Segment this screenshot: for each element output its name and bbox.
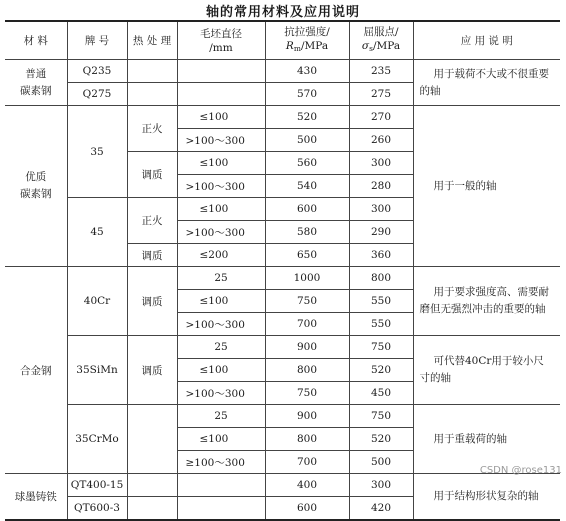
cell-diameter: ≤100 (177, 290, 265, 313)
cell-diameter: ≤100 (177, 106, 265, 129)
header-yield-unit: /MPa (372, 40, 401, 52)
cell-yield: 450 (349, 382, 413, 405)
cell-heat (127, 474, 177, 497)
cell-yield: 270 (349, 106, 413, 129)
cell-grade: 35SiMn (67, 336, 127, 405)
cell-tensile: 600 (265, 497, 349, 521)
header-tensile-symbol: R (285, 40, 294, 52)
header-blank-line1: 毛坯直径 (200, 27, 242, 40)
cell-grade: 35CrMo (67, 405, 127, 474)
header-yield-point (349, 21, 413, 60)
cell-yield: 300 (349, 198, 413, 221)
cell-diameter: >100～300 (177, 382, 265, 405)
cell-yield: 235 (349, 60, 413, 83)
cell-diameter: ≤100 (177, 198, 265, 221)
cell-usage: 可代替40Cr用于较小尺寸的轴 (413, 336, 560, 405)
cell-diameter (177, 497, 265, 521)
cell-diameter (177, 83, 265, 106)
cell-heat: 正火 (127, 198, 177, 244)
cell-usage: 用于载荷不大或不很重要的轴 (413, 60, 560, 106)
cell-tensile: 580 (265, 221, 349, 244)
cell-yield: 300 (349, 474, 413, 497)
cell-tensile: 560 (265, 152, 349, 175)
cell-yield: 290 (349, 221, 413, 244)
cell-yield: 360 (349, 244, 413, 267)
cell-yield: 500 (349, 451, 413, 474)
header-heat-treatment: 热 处 理 (127, 21, 177, 60)
cell-diameter: ≤200 (177, 244, 265, 267)
cell-tensile: 430 (265, 60, 349, 83)
cell-tensile: 650 (265, 244, 349, 267)
table-row (5, 267, 560, 290)
cell-diameter: ≤100 (177, 428, 265, 451)
cell-usage: 用于重载荷的轴 (413, 405, 560, 474)
header-grade: 牌 号 (67, 21, 127, 60)
cell-tensile: 900 (265, 336, 349, 359)
cell-tensile: 750 (265, 290, 349, 313)
cell-grade: 35 (67, 106, 127, 198)
cell-diameter: >100～300 (177, 129, 265, 152)
cell-yield: 260 (349, 129, 413, 152)
header-tensile-strength (265, 21, 349, 60)
table-row (5, 106, 560, 129)
cell-grade: QT600-3 (67, 497, 127, 521)
cell-tensile: 700 (265, 313, 349, 336)
header-tensile-sub: m (293, 44, 301, 53)
cell-tensile: 750 (265, 382, 349, 405)
cell-yield: 420 (349, 497, 413, 521)
cell-material: 普通 碳素钢 (5, 60, 67, 106)
table-row (5, 474, 560, 497)
cell-tensile: 1000 (265, 267, 349, 290)
cell-diameter (177, 60, 265, 83)
cell-usage: 用于要求强度高、需要耐磨但无强烈冲击的重要的轴 (413, 267, 560, 336)
header-tensile-line1: 抗拉强度/ (284, 26, 330, 38)
cell-diameter: 25 (177, 267, 265, 290)
page-title: 轴的常用材料及应用说明 (205, 5, 360, 20)
cell-diameter: >100～300 (177, 313, 265, 336)
materials-table (5, 20, 560, 521)
cell-yield: 800 (349, 267, 413, 290)
header-blank-line2: /mm (209, 41, 233, 54)
cell-material: 优质 碳素钢 (5, 106, 67, 267)
cell-tensile: 520 (265, 106, 349, 129)
header-tensile-unit: /MPa (300, 40, 329, 52)
cell-diameter: ≥100～300 (177, 451, 265, 474)
cell-material: 球墨铸铁 (5, 474, 67, 521)
header-usage: 应 用 说 明 (413, 21, 560, 60)
table-row (5, 405, 560, 428)
cell-yield: 750 (349, 405, 413, 428)
cell-yield: 750 (349, 336, 413, 359)
cell-heat: 调质 (127, 152, 177, 198)
header-yield-sub: s (369, 44, 373, 53)
watermark: CSDN @rose131 (479, 465, 562, 476)
cell-heat: 调质 (127, 336, 177, 405)
cell-heat: 调质 (127, 244, 177, 267)
cell-usage: 用于结构形状复杂的轴 (413, 474, 560, 521)
cell-yield: 520 (349, 428, 413, 451)
header-row (5, 21, 560, 60)
cell-yield: 550 (349, 313, 413, 336)
cell-tensile: 800 (265, 428, 349, 451)
cell-usage: 用于一般的轴 (413, 106, 560, 267)
cell-tensile: 600 (265, 198, 349, 221)
cell-heat (127, 497, 177, 521)
cell-yield: 550 (349, 290, 413, 313)
cell-diameter: 25 (177, 405, 265, 428)
cell-diameter: ≤100 (177, 152, 265, 175)
cell-material: 合金钢 (5, 267, 67, 474)
cell-yield: 275 (349, 83, 413, 106)
header-material: 材 料 (5, 21, 67, 60)
cell-heat: 调质 (127, 267, 177, 336)
table-row (5, 60, 560, 83)
cell-grade: 45 (67, 198, 127, 267)
cell-diameter: 25 (177, 336, 265, 359)
cell-grade: Q275 (67, 83, 127, 106)
header-yield-line1: 屈服点/ (363, 26, 399, 38)
cell-tensile: 700 (265, 451, 349, 474)
cell-heat (127, 60, 177, 83)
cell-diameter: ≤100 (177, 359, 265, 382)
cell-heat: 正火 (127, 106, 177, 152)
cell-heat (127, 83, 177, 106)
cell-diameter: >100～300 (177, 221, 265, 244)
header-yield-symbol: σ (361, 40, 370, 52)
cell-heat (127, 405, 177, 474)
cell-tensile: 900 (265, 405, 349, 428)
cell-tensile: 570 (265, 83, 349, 106)
cell-tensile: 540 (265, 175, 349, 198)
cell-yield: 300 (349, 152, 413, 175)
cell-yield: 280 (349, 175, 413, 198)
cell-diameter (177, 474, 265, 497)
cell-yield: 520 (349, 359, 413, 382)
cell-grade: QT400-15 (67, 474, 127, 497)
header-blank-diameter (177, 21, 265, 60)
cell-tensile: 500 (265, 129, 349, 152)
cell-tensile: 400 (265, 474, 349, 497)
cell-diameter: >100～300 (177, 175, 265, 198)
cell-grade: 40Cr (67, 267, 127, 336)
cell-tensile: 800 (265, 359, 349, 382)
cell-grade: Q235 (67, 60, 127, 83)
table-row (5, 336, 560, 359)
